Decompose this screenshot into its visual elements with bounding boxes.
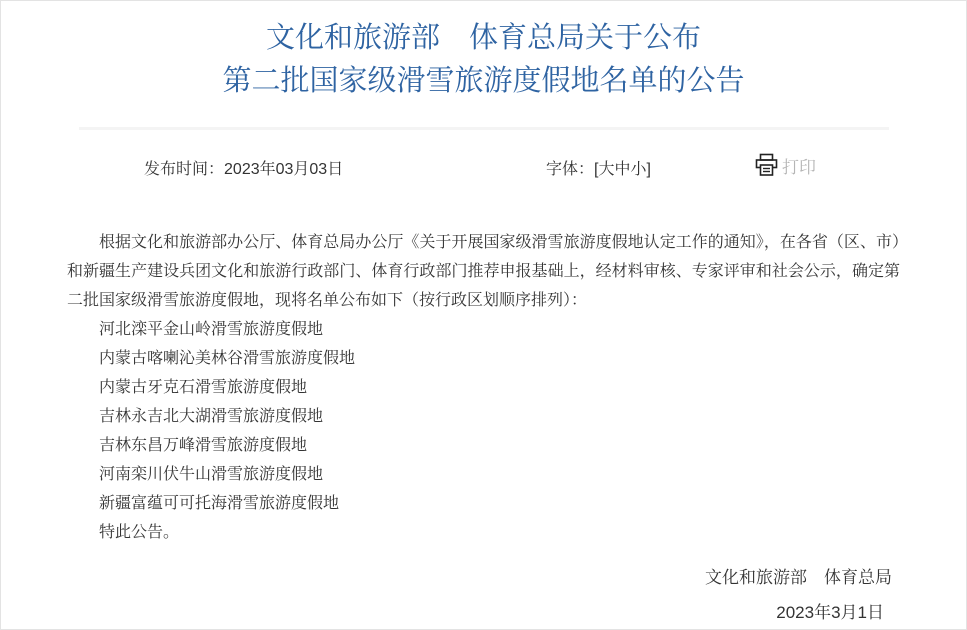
list-item: 新疆富蕴可可托海滑雪旅游度假地 (99, 495, 340, 512)
list-item: 吉林永吉北大湖滑雪旅游度假地 (99, 408, 324, 425)
list-item: 吉林东昌万峰滑雪旅游度假地 (99, 437, 308, 454)
publish-time (144, 156, 343, 179)
font-size-control (546, 156, 651, 179)
list-item: 内蒙古牙克石滑雪旅游度假地 (99, 379, 308, 396)
font-size-label: 字体： (546, 161, 595, 178)
signature-org: 文化和旅游部 体育总局 (705, 568, 892, 587)
meta-bar (1, 152, 966, 184)
closing-line: 特此公告。 (99, 524, 180, 541)
page-title-line2: 第二批国家级滑雪旅游度假地名单的公告 (222, 65, 745, 97)
print-button[interactable] (753, 152, 816, 179)
font-bracket-open: [ (594, 161, 599, 178)
list-item: 河北滦平金山岭滑雪旅游度假地 (99, 321, 324, 338)
print-button-label: 打印 (782, 158, 816, 177)
list-item: 河南栾川伏牛山滑雪旅游度假地 (99, 466, 324, 483)
publish-time-value: 2023年03月03日 (224, 161, 344, 178)
font-size-medium[interactable]: 中 (614, 161, 631, 178)
title-divider (79, 127, 889, 130)
page-title (1, 1, 966, 103)
page-title-line1: 文化和旅游部 体育总局关于公布 (265, 22, 701, 54)
signature-date: 2023年3月1日 (776, 603, 884, 622)
publish-time-label: 发布时间： (144, 161, 225, 178)
announcement-paragraph: 根据文化和旅游部办公厅、体育总局办公厅《关于开展国家级滑雪旅游度假地认定工作的通知》，在各省（区、市）和新疆生产建设兵团文化和旅游行政部门、体育行政部门推荐申报基础上，经材料审核、专家评审和社会公示，确定第二批国家级滑雪旅游度假地，现将名单公布如下（按行政区划顺序排列）： (67, 234, 900, 309)
signature-block (1, 560, 966, 630)
printer-icon (753, 152, 780, 179)
list-item: 内蒙古喀喇沁美林谷滑雪旅游度假地 (99, 350, 356, 367)
font-size-small[interactable]: 小 (630, 161, 647, 178)
font-bracket-close: ] (646, 161, 651, 178)
font-size-large[interactable]: 大 (598, 161, 615, 178)
announcement-body (1, 228, 966, 547)
resort-list (67, 315, 900, 518)
